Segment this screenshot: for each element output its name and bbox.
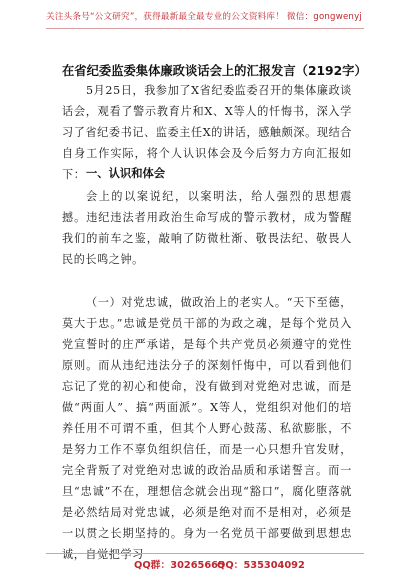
paragraph-intro: 5月25日，我参加了X省纪委监委召开的集体廉政谈话会，观看了警示教育片和X、X等人的忏悔书，深入学习了省纪委书记、监委主任X的讲话，感触颇深。现结合自身工作实际，将个人认识体会及今后努力方向汇报如下： xyxy=(62,84,352,181)
footer-qq-group: QQ群：30265665 xyxy=(134,560,225,571)
section-heading: 一、认识和体会 xyxy=(86,167,166,180)
paragraph-reflection: 会上的以案说纪，以案明法，给人强烈的思想震撼。违纪违法者用政治生命写成的警示教材，成为警醒我们的前车之鉴，敲响了防微杜渐、敬畏法纪、敬畏人民的长鸣之钟。 xyxy=(62,190,352,266)
footer-qq-contact: QQ：535304092 xyxy=(217,560,305,571)
header-promo-text: 关注头条号“公文研究”，获得最新最全最专业的公文资料库！ 微信：gongwenyj xyxy=(46,12,362,22)
footer-divider xyxy=(46,553,364,554)
document-title: 在省纪委监委集体廉政谈话会上的汇报发言（2192字） xyxy=(62,64,367,78)
header-bar xyxy=(0,0,408,38)
header-divider xyxy=(46,28,364,29)
paragraph-loyalty: （一）对党忠诚，做政治上的老实人。“天下至德，莫大于忠。”忠诚是党员干部的为政之魂，是每个党员入党宣誓时的庄严承诺，是每个共产党员必须遵守的党性原则。而从违纪违法分子的深刻忏悔中，可以看到他们忘记了党的初心和使命，没有做到对党绝对忠诚，而是做“两面人”、搞“两面派”。X等人，党组织对他们的培养任用不可谓不重，但其个人野心鼓荡、私欲膨胀，不是努力工作不辜负组织信任，而是一心只想升官发财，完全背叛了对党绝对忠诚的政治品质和承诺誓言。而一旦“忠诚”不在，理想信念就会出现“豁口”，腐化堕落就是必然结局对党忠诚，必须是绝对而不是相对，必须是一以贯之长期坚持的。身为一名党员干部要做到思想忠诚，自觉把学习 xyxy=(62,296,352,561)
